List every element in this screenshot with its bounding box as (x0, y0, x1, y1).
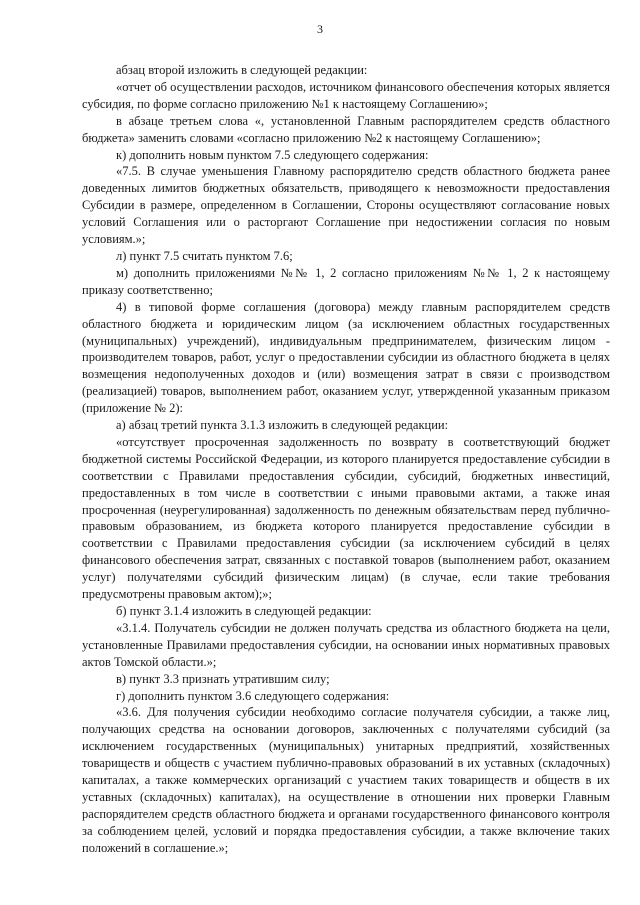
paragraph: «отсутствует просроченная задолженность по возврату в соответствующий бюджет бюджетной системы Российской Федерации, из которого планируется предоставление субсидии в соответствии с Правилами предоставления субсидии, субсидий, бюджетных инвестиций, предоставленных в том числе в соответствии с иными правовыми актами, а также иная просроченная (неурегулированная) задолженность по денежным обязательствам перед публично-правовым образованием, из бюджета которого планируется предоставление субсидии в соответствии с Правилами предоставления субсидии (за исключением субсидий в целях финансового обеспечения затрат, связанных с поставкой товаров (выполнением работ, оказанием услуг) получателями субсидий физическим лицам) (в случае, если такие требования предусмотрены правовым актом);»; (82, 434, 610, 602)
document-body (82, 62, 610, 857)
paragraph: в абзаце третьем слова «, установленной Главным распорядителем средств областного бюджета» заменить словами «согласно приложению №2 к настоящему Соглашению»; (82, 113, 610, 145)
paragraph: л) пункт 7.5 считать пунктом 7.6; (116, 248, 293, 263)
paragraph: 4) в типовой форме соглашения (договора) между главным распорядителем средств областного бюджета и юридическим лицом (за исключением областных государственных (муниципальных) учреждений), индивидуальным предпринимателем, физическим лицом - производителем товаров, работ, услуг о предоставлении субсидии из областного бюджета в целях возмещения недополученных доходов и (или) возмещения затрат в связи с производством (реализацией) товаров, выполнением работ, оказанием услуг, утвержденной указанным приказом (приложение № 2): (82, 299, 610, 416)
paragraph: «7.5. В случае уменьшения Главному распорядителю средств областного бюджета ранее доведенных лимитов бюджетных обязательств, приводящего к невозможности предоставления Субсидии в размере, определенном в Соглашении, Стороны осуществляют согласование новых условий Соглашения или о расторгают Соглашение при недостижении согласия по новым условиям.»; (82, 164, 610, 247)
paragraph: «3.6. Для получения субсидии необходимо согласие получателя субсидии, а также лиц, получающих средства на основании договоров, заключенных с получателями субсидий (за исключением государственных (муниципальных) унитарных предприятий, хозяйственных товариществ и обществ с участием публично-правовых образований в их уставных (складочных) капиталах, а также коммерческих организаций с участием таких товариществ и обществ в их уставных (складочных) капиталах), на осуществление в отношении них проверки Главным распорядителем средств областного бюджета и органами государственного финансового контроля за соблюдением целей, условий и порядка предоставления субсидии, а также включение таких положений в соглашение.»; (82, 705, 610, 855)
paragraph: б) пункт 3.1.4 изложить в следующей редакции: (116, 604, 372, 618)
paragraph: а) абзац третий пункта 3.1.3 изложить в следующей редакции: (116, 418, 449, 433)
paragraph: «отчет об осуществлении расходов, источником финансового обеспечения которых является субсидия, по форме согласно приложению №1 к настоящему Соглашению»; (82, 79, 610, 111)
page-number: 3 (317, 22, 323, 36)
paragraph: м) дополнить приложениями №№ 1, 2 согласно приложениям №№ 1, 2 к настоящему приказу соответственно; (82, 265, 610, 297)
paragraph: г) дополнить пунктом 3.6 следующего содержания: (116, 688, 390, 703)
paragraph: «3.1.4. Получатель субсидии не должен получать средства из областного бюджета на цели, установленные Правилами предоставления субсидии, на основании иных нормативных правовых актов Томской области.»; (82, 620, 610, 669)
paragraph: к) дополнить новым пунктом 7.5 следующего содержания: (116, 147, 429, 162)
paragraph: в) пункт 3.3 признать утратившим силу; (116, 671, 330, 686)
paragraph: абзац второй изложить в следующей редакции: (116, 63, 368, 77)
